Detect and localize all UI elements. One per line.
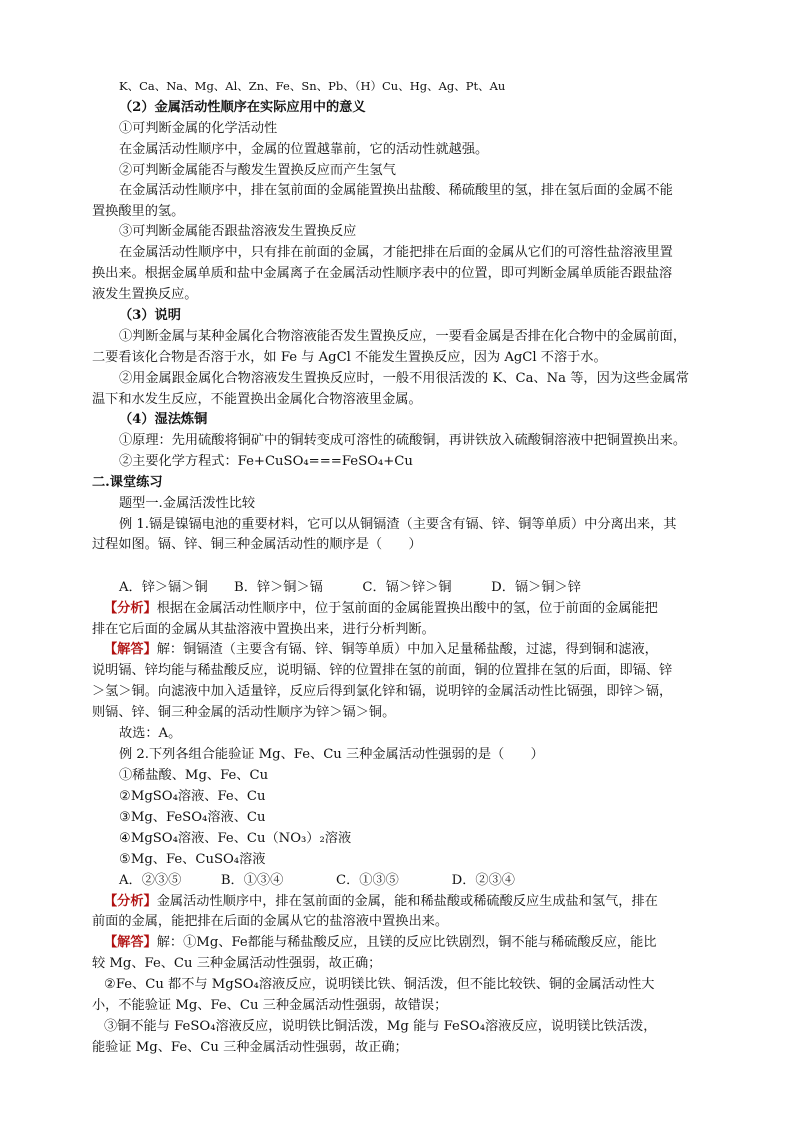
example-1-stem: 例 1.镉是镍镉电池的重要材料，它可以从铜镉渣（主要含有镉、锌、铜等单质）中分离出来，其 <box>119 517 677 532</box>
example-1-answer: 【解答】解：铜镉渣（主要含有镉、锌、铜等单质）中加入足量稀盐酸，过滤，得到铜和滤液， <box>104 642 658 657</box>
analysis-tag: 【分析】 <box>104 601 157 616</box>
example-2-item: ③Mg、FeSO₄溶液、Cu <box>119 810 266 825</box>
text-line: 排在它后面的金属从其盐溶液中置换出来，进行分析判断。 <box>92 622 435 637</box>
metal-activity-series: K、Ca、Na、Mg、Al、Zn、Fe、Sn、Pb、（H）Cu、Hg、Ag、Pt、Au <box>119 79 506 93</box>
example-1-choice: 故选：A。 <box>119 726 182 741</box>
section-heading-wet-copper: （4）湿法炼铜 <box>119 412 208 427</box>
chemical-equation: ②主要化学方程式：Fe+CuSO₄===FeSO₄+Cu <box>119 454 413 469</box>
analysis-tag: 【分析】 <box>104 894 157 909</box>
example-2-item: ④MgSO₄溶液、Fe、Cu（NO₃）₂溶液 <box>119 831 352 846</box>
text-line: 在金属活动性顺序中，排在氢前面的金属能置换出盐酸、稀硫酸里的氢，排在氢后面的金属不能 <box>119 183 673 198</box>
text-line: ①原理：先用硫酸将铜矿中的铜转变成可溶性的硫酸铜，再讲铁放入硫酸铜溶液中把铜置换出来。 <box>119 433 687 448</box>
text-line: 在金属活动性顺序中，只有排在前面的金属，才能把排在后面的金属从它们的可溶性盐溶液里置 <box>119 245 673 260</box>
answer-tag: 【解答】 <box>104 642 157 657</box>
text-line: 在金属活动性顺序中，金属的位置越靠前，它的活动性就越强。 <box>119 142 489 157</box>
text-line: 较 Mg、Fe、Cu 三种金属活动性强弱，故正确； <box>92 956 382 971</box>
example-2-item: ②MgSO₄溶液、Fe、Cu <box>119 789 266 804</box>
section-heading-practice: 二.课堂练习 <box>92 475 163 490</box>
text-line: 能验证 Mg、Fe、Cu 三种金属活动性强弱，故正确； <box>92 1040 408 1055</box>
section-heading-significance: （2）金属活动性顺序在实际应用中的意义 <box>119 100 366 115</box>
text-line: 液发生置换反应。 <box>92 287 198 302</box>
text-line: ②可判断金属能否与酸发生置换反应而产生氢气 <box>119 163 396 178</box>
example-1-analysis: 【分析】根据在金属活动性顺序中，位于氢前面的金属能置换出酸中的氢，位于前面的金属能把 <box>104 601 658 616</box>
text-line: 说明镉、锌均能与稀盐酸反应，说明镉、锌的位置排在氢的前面，铜的位置排在氢的后面，即镉、锌 <box>92 663 673 678</box>
example-1-options: A．锌＞镉＞铜 B．锌＞铜＞镉 C．镉＞锌＞铜 D．镉＞铜＞锌 <box>119 580 581 595</box>
text-line: ①可判断金属的化学活动性 <box>119 121 278 136</box>
text-line: 置换酸里的氢。 <box>92 204 185 219</box>
text-line: ③可判断金属能否跟盐溶液发生置换反应 <box>119 224 357 239</box>
example-2-analysis: 【分析】金属活动性顺序中，排在氢前面的金属，能和稀盐酸或稀硫酸反应生成盐和氢气，排在 <box>104 894 658 909</box>
text-line: 换出来。根据金属单质和盐中金属离子在金属活动性顺序表中的位置，即可判断金属单质能否跟盐溶 <box>92 266 673 281</box>
question-type-heading: 题型一.金属活泼性比较 <box>119 496 256 511</box>
text-line: ③铜不能与 FeSO₄溶液反应，说明铁比铜活泼，Mg 能与 FeSO₄溶液反应，说明镁比铁活泼， <box>104 1019 657 1034</box>
text-line: 前面的金属，能把排在后面的金属从它的盐溶液中置换出来。 <box>92 914 449 929</box>
example-2-item: ⑤Mg、Fe、CuSO₄溶液 <box>119 852 266 867</box>
text-line: ＞氢＞铜。向滤液中加入适量锌，反应后得到氯化锌和镉，说明锌的金属活动性比镉强，即锌＞镉， <box>92 684 673 699</box>
text-line: 则镉、锌、铜三种金属的活动性顺序为锌＞镉＞铜。 <box>92 705 396 720</box>
answer-tag: 【解答】 <box>104 935 157 950</box>
text-line: 温下和水发生反应，不能置换出金属化合物溶液里金属。 <box>92 392 422 407</box>
example-2-item: ①稀盐酸、Mg、Fe、Cu <box>119 768 269 783</box>
example-2-options: A．②③⑤ B．①③④ C．①③⑤ D．②③④ <box>119 873 515 888</box>
text-line: 小，不能验证 Mg、Fe、Cu 三种金属活动性强弱，故错误； <box>92 998 448 1013</box>
text-line: ②用金属跟金属化合物溶液发生置换反应时，一般不用很活泼的 K、Ca、Na 等，因为这些金属常 <box>119 371 689 386</box>
example-2-answer: 【解答】解：①Mg、Fe都能与稀盐酸反应，且镁的反应比铁剧烈，铜不能与稀硫酸反应，能比 <box>104 935 657 950</box>
text-line: ②Fe、Cu 都不与 MgSO₄溶液反应，说明镁比铁、铜活泼，但不能比较铁、铜的金属活动性大 <box>104 977 655 992</box>
example-2-stem: 例 2.下列各组合能验证 Mg、Fe、Cu 三种金属活动性强弱的是（ ） <box>119 747 544 762</box>
text-line: 二要看该化合物是否溶于水，如 Fe 与 AgCl 不能发生置换反应，因为 AgCl 不溶于水。 <box>92 350 607 365</box>
section-heading-notes: （3）说明 <box>119 308 181 323</box>
text-line: ①判断金属与某种金属化合物溶液能否发生置换反应，一要看金属是否排在化合物中的金属前面， <box>119 329 687 344</box>
example-1-stem: 过程如图。镉、锌、铜三种金属活动性的顺序是（ ） <box>92 537 422 552</box>
